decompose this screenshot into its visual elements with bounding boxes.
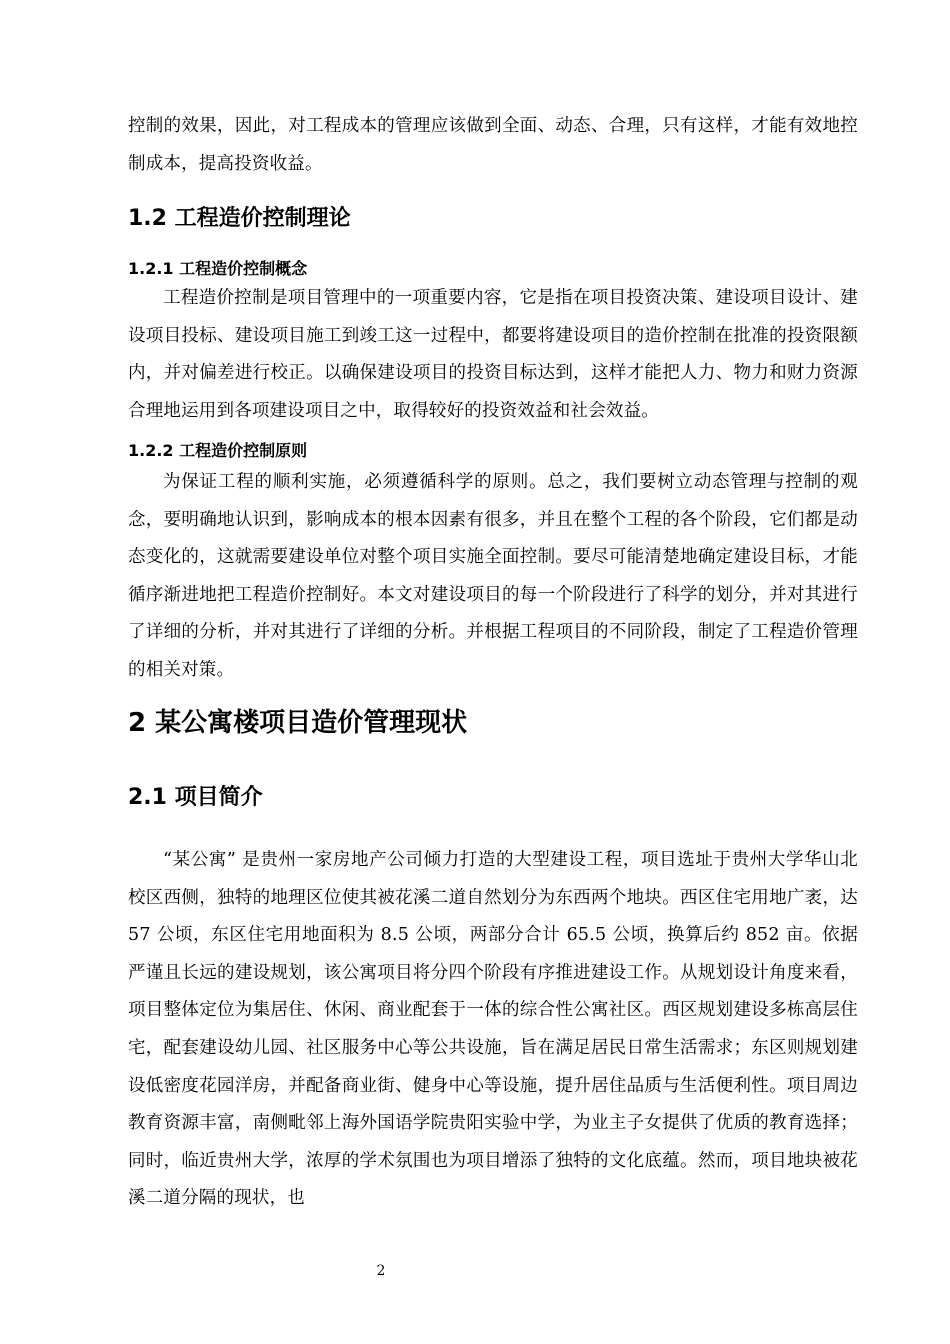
paragraph-cost-control-concept: 工程造价控制是项目管理中的一项重要内容，它是指在项目投资决策、建设项目设计、建设项目投标、建设项目施工到竣工这一过程中，都要将建设项目的造价控制在批准的投资限额内，并对偏差进行校正。以确保建设项目的投资目标达到，这样才能把人力、物力和财力资源合理地运用到各项建设项目之中，取得较好的投资效益和社会效益。 [128,288,858,421]
paragraph-continuation: 控制的效果，因此，对工程成本的管理应该做到全面、动态、合理，只有这样，才能有效地控制成本，提高投资收益。 [128,116,858,174]
subsection-heading-1-2-1: 1.2.1 工程造价控制概念 [128,259,308,278]
paragraph-cost-control-principles: 为保证工程的顺利实施，必须遵循科学的原则。总之，我们要树立动态管理与控制的观念，要明确地认识到，影响成本的根本因素有很多，并且在整个工程的各个阶段，它们都是动态变化的，这就需要建设单位对整个项目实施全面控制。要尽可能清楚地确定建设目标，才能循序渐进地把工程造价控制好。本文对建设项目的每一个阶段进行了科学的划分，并对其进行了详细的分析，并对其进行了详细的分析。并根据工程项目的不同阶段，制定了工程造价管理的相关对策。 [128,472,858,680]
page-number: 2 [376,1263,386,1279]
paragraph-project-introduction: “某公寓” 是贵州一家房地产公司倾力打造的大型建设工程，项目选址于贵州大学华山北校区西侧，独特的地理区位使其被花溪二道自然划分为东西两个地块。西区住宅用地广袤，达 57 公顷，东区住宅用地面积为 8.5 公顷，两部分合计 65.5 公顷，换算后约 852 亩。依据严谨且长远的建设规划，该公寓项目将分四个阶段有序推进建设工作。从规划设计角度来看，项目整体定位为集居住、休闲、商业配套于一体的综合性公寓社区。西区规划建设多栋高层住宅，配套建设幼儿园、社区服务中心等公共设施，旨在满足居民日常生活需求；东区则规划建设低密度花园洋房，并配备商业街、健身中心等设施，提升居住品质与生活便利性。项目周边教育资源丰富，南侧毗邻上海外国语学院贵阳实验中学，为业主子女提供了优质的教育选择；同时，临近贵州大学，浓厚的学术氛围也为项目增添了独特的文化底蕴。然而，项目地块被花溪二道分隔的现状，也 [128,850,858,1209]
subsection-heading-1-2-2: 1.2.2 工程造价控制原则 [128,441,308,460]
chapter-heading-2: 2 某公寓楼项目造价管理现状 [128,708,468,738]
section-heading-2-1: 2.1 项目简介 [128,785,263,810]
section-heading-1-2: 1.2 工程造价控制理论 [128,206,351,231]
